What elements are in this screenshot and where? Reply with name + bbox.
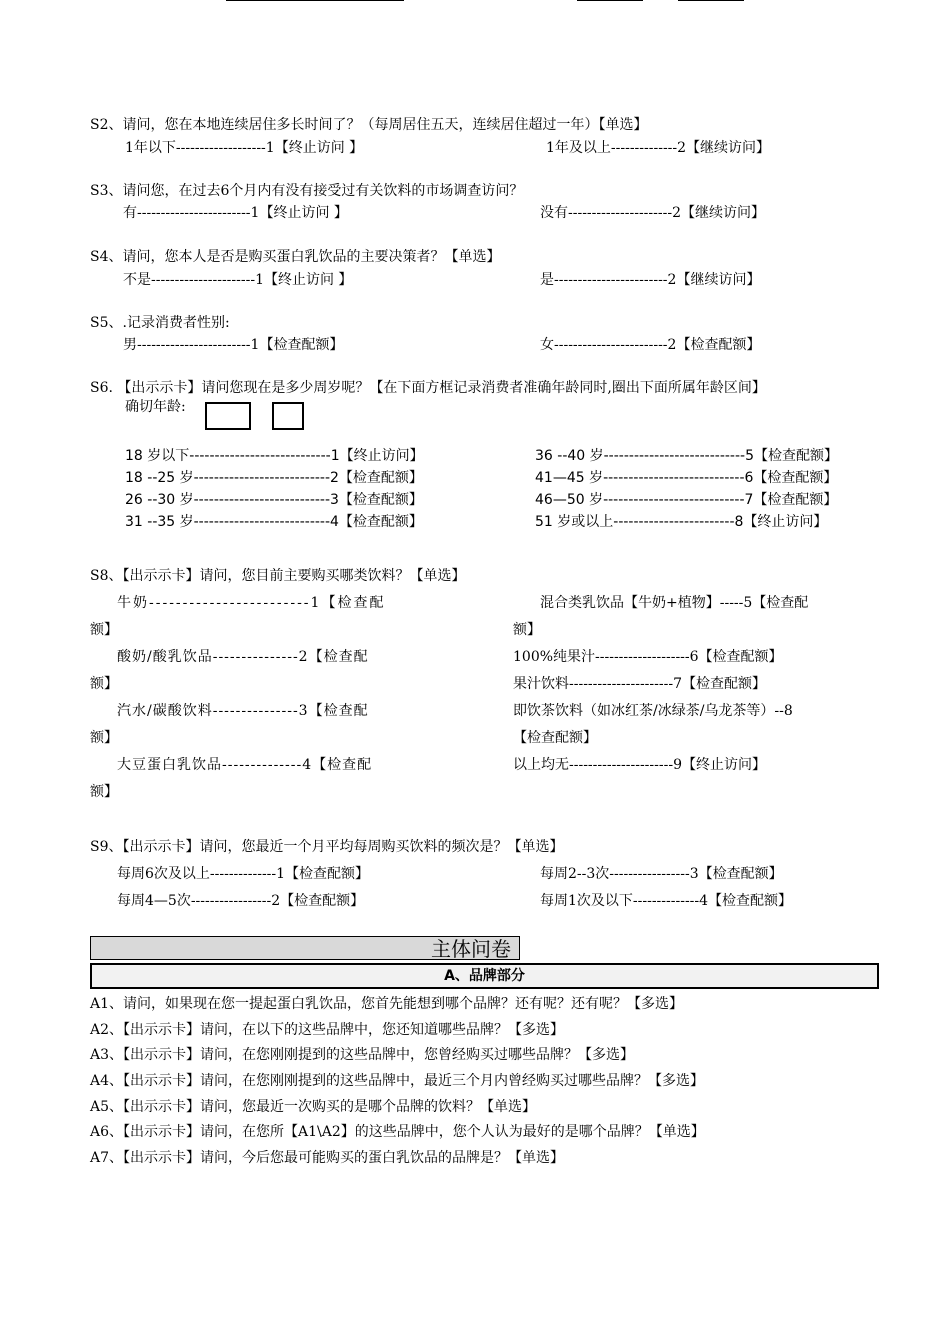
question-a3: A3、【出示示卡】请问，在您刚刚提到的这些品牌中，您曾经购买过哪些品牌？【多选】 [90, 1047, 635, 1063]
question-a1: A1、请问，如果现在您一提起蛋白乳饮品，您首先能想到哪个品牌？还有呢？还有呢？【多选】 [90, 996, 684, 1012]
s2-question: S2、请问，您在本地连续居住多长时间了？（每周居住五天，连续居住超过一年）【单选】 [90, 117, 648, 133]
s6-right-option-3[interactable]: 46—50 岁----------------------------7【检查配额】 [535, 492, 838, 508]
s9-option-2[interactable]: 每周4—5次-----------------2【检查配额】 [117, 893, 365, 909]
s3-option-2[interactable]: 没有----------------------2【继续访问】 [540, 205, 765, 221]
s8-right-option-5[interactable]: 混合类乳饮品【牛奶+植物】-----5【检查配 [540, 595, 809, 611]
age-box-2[interactable] [272, 402, 304, 430]
main-title-bar [90, 936, 520, 960]
s8-left-option-2[interactable]: 酸奶/酸乳饮品---------------2【检查配 [117, 649, 369, 665]
main-title: 主体问卷 [431, 937, 511, 961]
s8-right-option-5-wrap: 额】 [513, 622, 541, 638]
s6-right-option-2[interactable]: 41—45 岁----------------------------6【检查配额】 [535, 470, 838, 486]
s9-option-4[interactable]: 每周1次及以下--------------4【检查配额】 [540, 893, 793, 909]
s8-left-option-4[interactable]: 大豆蛋白乳饮品--------------4【检查配 [117, 757, 373, 773]
s6-question: S6. 【出示示卡】请问您现在是多少周岁呢？【在下面方框记录消费者准确年龄同时,圈出下面所属年龄区间】 [90, 380, 766, 396]
s4-option-1[interactable]: 不是----------------------1【终止访问 】 [123, 272, 353, 288]
s8-left-option-3-wrap: 额】 [90, 730, 118, 746]
s6-right-option-1[interactable]: 36 --40 岁----------------------------5【检查配额】 [535, 448, 838, 464]
section-header: A、品牌部分 [90, 963, 879, 989]
question-a5: A5、【出示示卡】请问，您最近一次购买的是哪个品牌的饮料？【单选】 [90, 1099, 537, 1115]
s8-question: S8、【出示示卡】请问，您目前主要购买哪类饮料？【单选】 [90, 568, 466, 584]
header-rule-3 [678, 0, 744, 1]
s8-right-option-9[interactable]: 以上均无----------------------9【终止访问】 [513, 757, 766, 773]
s6-left-option-3[interactable]: 26 --30 岁---------------------------3【检查配额】 [125, 492, 423, 508]
s5-option-1[interactable]: 男------------------------1【检查配额】 [123, 337, 344, 353]
s6-right-option-4[interactable]: 51 岁或以上------------------------8【终止访问】 [535, 514, 828, 530]
s9-option-3[interactable]: 每周2--3次-----------------3【检查配额】 [540, 866, 783, 882]
question-a6: A6、【出示示卡】请问，在您所【A1\A2】的这些品牌中，您个人认为最好的是哪个品牌？【单选】 [90, 1124, 705, 1140]
s2-option-2[interactable]: 1年及以上--------------2【继续访问】 [546, 140, 771, 156]
s8-right-option-8-wrap: 【检查配额】 [513, 730, 597, 746]
s4-question: S4、请问，您本人是否是购买蛋白乳饮品的主要决策者？【单选】 [90, 249, 501, 265]
question-a7: A7、【出示示卡】请问，今后您最可能购买的蛋白乳饮品的品牌是？【单选】 [90, 1150, 565, 1166]
s3-question: S3、请问您，在过去6个月内有没有接受过有关饮料的市场调查访问？ [90, 183, 524, 199]
s9-question: S9、【出示示卡】请问，您最近一个月平均每周购买饮料的频次是？【单选】 [90, 839, 564, 855]
s6-left-option-4[interactable]: 31 --35 岁---------------------------4【检查配额】 [125, 514, 423, 530]
s4-option-2[interactable]: 是------------------------2【继续访问】 [540, 272, 761, 288]
s9-option-1[interactable]: 每周6次及以上--------------1【检查配额】 [117, 866, 370, 882]
s8-left-option-1[interactable]: 牛奶------------------------1【检查配 [117, 595, 386, 611]
s8-left-option-3[interactable]: 汽水/碳酸饮料---------------3【检查配 [117, 703, 369, 719]
question-a4: A4、【出示示卡】请问，在您刚刚提到的这些品牌中，最近三个月内曾经购买过哪些品牌？【多选】 [90, 1073, 705, 1089]
s8-right-option-6[interactable]: 100%纯果汁--------------------6【检查配额】 [513, 649, 783, 665]
s5-question: S5、.记录消费者性别: [90, 315, 230, 331]
s8-left-option-4-wrap: 额】 [90, 784, 118, 800]
s5-option-2[interactable]: 女------------------------2【检查配额】 [540, 337, 761, 353]
s6-exact-age-label: 确切年龄: [125, 399, 186, 415]
s2-option-1[interactable]: 1年以下-------------------1【终止访问 】 [125, 140, 364, 156]
s8-left-option-2-wrap: 额】 [90, 676, 118, 692]
question-a2: A2、【出示示卡】请问，在以下的这些品牌中，您还知道哪些品牌？【多选】 [90, 1022, 565, 1038]
header-rule-2 [577, 0, 643, 1]
s6-left-option-2[interactable]: 18 --25 岁---------------------------2【检查配额】 [125, 470, 423, 486]
s6-left-option-1[interactable]: 18 岁以下----------------------------1【终止访问】 [125, 448, 424, 464]
s8-right-option-7[interactable]: 果汁饮料----------------------7【检查配额】 [513, 676, 766, 692]
age-box-1[interactable] [205, 402, 251, 430]
s8-left-option-1-wrap: 额】 [90, 622, 118, 638]
header-rule-1 [226, 0, 404, 1]
s3-option-1[interactable]: 有------------------------1【终止访问 】 [123, 205, 348, 221]
s8-right-option-8[interactable]: 即饮茶饮料（如冰红茶/冰绿茶/乌龙茶等）--8 [513, 703, 793, 719]
